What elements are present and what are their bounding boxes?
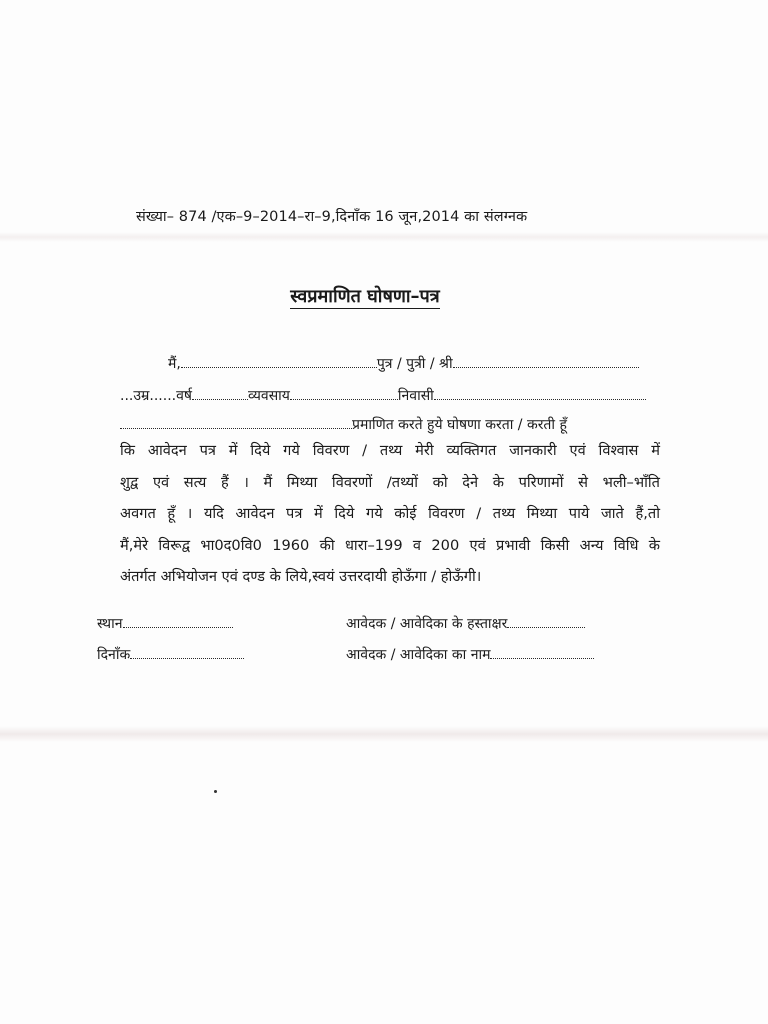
scan-artifact-bottom <box>0 726 768 742</box>
signature-blank <box>507 615 585 628</box>
occupation-label: व्यवसाय <box>248 388 290 404</box>
document-title-text: स्वप्रमाणित घोषणा–पत्र <box>290 286 440 307</box>
scan-artifact-top <box>0 232 768 242</box>
applicant-name-label: आवेदक / आवेदिका का नाम <box>346 647 491 663</box>
declaration-line: शुद्व एवं सत्य हैं । मैं मिथ्या विवरणों /तथ्यों को देने के परिणामों से भली–भाँति <box>120 473 660 491</box>
certify-line <box>120 415 567 434</box>
date-label: दिनाँक <box>97 647 131 663</box>
occupation-blank <box>290 387 398 400</box>
address-continuation-blank <box>120 416 352 429</box>
applicant-name-field <box>346 645 594 664</box>
applicant-signature-label: आवेदक / आवेदिका के हस्ताक्षर <box>346 616 508 632</box>
name-blank <box>181 355 377 368</box>
reference-number: संख्या– 874 /एक–9–2014–रा–9,दिनाँक 16 जून,2014 का संलग्नक <box>136 209 528 225</box>
name-prefix-label: मैं, <box>168 356 181 372</box>
declaration-line: कि आवेदन पत्र में दिये गये विवरण / तथ्य मेरी व्यक्तिगत जानकारी एवं विश्वास में <box>120 442 660 459</box>
place-label: स्थान <box>97 616 123 632</box>
parent-relation-label: पुत्र / पुत्री / श्री <box>376 356 453 372</box>
date-field <box>97 645 244 664</box>
age-label: ...उम्र...... <box>120 388 177 404</box>
applicant-name-blank <box>490 646 594 659</box>
details-line <box>120 386 646 405</box>
certify-text: प्रमाणित करते हुये घोषणा करता / करती हूँ <box>352 417 567 433</box>
parent-name-blank <box>453 355 639 368</box>
applicant-signature-field <box>346 614 585 633</box>
place-blank <box>123 615 233 628</box>
resident-label: निवासी <box>397 388 434 404</box>
place-field <box>97 614 233 633</box>
declaration-line: मैं,मेरे विरूद्व भा0द0वि0 1960 की धारा–199 व 200 एवं प्रभावी किसी अन्य विधि के <box>120 536 660 554</box>
document-title <box>0 284 730 308</box>
address-blank <box>434 387 646 400</box>
name-line <box>168 354 639 373</box>
declaration-line: अवगत हूँ । यदि आवेदन पत्र में दिये गये कोई विवरण / तथ्य मिथ्या पाये जाते हैं,तो <box>120 505 660 522</box>
date-blank <box>130 646 244 659</box>
declaration-paragraph <box>120 435 660 593</box>
scan-speck <box>214 790 217 793</box>
year-blank <box>192 387 248 400</box>
declaration-line: अंतर्गत अभियोजन एवं दण्ड के लिये,स्वयं उत्तरदायी होऊँगा / होऊँगी। <box>120 568 482 585</box>
year-label: वर्ष <box>176 388 192 404</box>
